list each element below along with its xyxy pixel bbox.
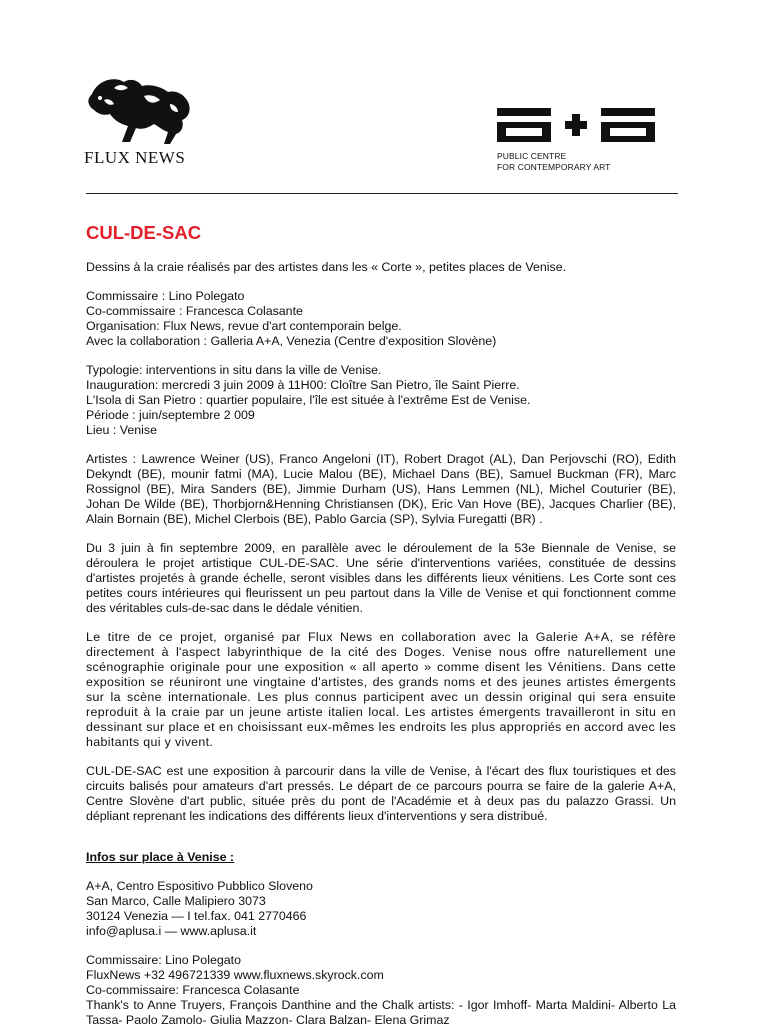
aplusa-a-glyph-right bbox=[601, 108, 655, 142]
address-block bbox=[86, 879, 676, 939]
aplusa-mark bbox=[497, 108, 667, 142]
aplusa-caption-line: PUBLIC CENTRE bbox=[497, 151, 567, 161]
credit-line: Commissaire : Lino Polegato bbox=[86, 289, 245, 303]
aplusa-logo bbox=[497, 108, 667, 173]
aplusa-plus-glyph bbox=[561, 110, 591, 140]
page-header bbox=[0, 0, 768, 200]
page-title: CUL-DE-SAC bbox=[86, 222, 202, 243]
contacts-block bbox=[86, 953, 676, 1028]
artists-paragraph: Artistes : Lawrence Weiner (US), Franco Angeloni (IT), Robert Dragot (AL), Dan Perjovschi (RO), Edith Dekyndt (BE), mounir fatmi (MA), Lucie Malou (BE), Michael Dans (BE), Samuel Buckman (FR), Marc Rossignol (BE), Mira Sanders (BE), Jimmie Durham (US), Hans Lemmen (NL), Michel Couturier (BE), Johan De Wilde (BE), Thorbjorn&Henning Christiansen (DK), Eric Van Hove (BE), Jacques Charlier (BE), Alain Bornain (BE), Michel Clerbois (BE), Pablo Garcia (SP), Sylvia Furegatti (BR) . bbox=[86, 452, 676, 526]
contact-line: Co-commissaire: Francesca Colasante bbox=[86, 983, 300, 997]
credits-block bbox=[86, 289, 676, 349]
flux-news-logo bbox=[84, 74, 200, 168]
credit-line: Organisation: Flux News, revue d'art contemporain belge. bbox=[86, 319, 402, 333]
intro-text: Dessins à la craie réalisés par des artistes dans les « Corte », petites places de Venise. bbox=[86, 260, 567, 274]
address-line: A+A, Centro Espositivo Pubblico Sloveno bbox=[86, 879, 313, 893]
address-line: info@aplusa.i — www.aplusa.it bbox=[86, 924, 257, 938]
flux-news-wordmark: FLUX NEWS bbox=[84, 148, 186, 167]
address-line: 30124 Venezia — I tel.fax. 041 2770466 bbox=[86, 909, 307, 923]
document-body bbox=[86, 222, 676, 1028]
body-paragraph: Le titre de ce projet, organisé par Flux News en collaboration avec la Galerie A+A, se réfère directement à l'aspect labyrinthique de la cité des Doges. Venise nous offre naturellement une scénographie originale pour une exposition « all aperto » comme disent les Vénitiens. Dans cette exposition se réuniront une vingtaine d'artistes, des grands noms et des jeunes artistes émergents sur la scène internationale. Les plus connus participent avec un dessin original qui sera ensuite reproduit à la craie par un jeune artiste italien local. Les artistes émergents travailleront in situ en dessinant sur place et en choisissant eux-mêmes les endroits les plus appropriés en accord avec les habitants qui y vivent. bbox=[86, 630, 676, 749]
credit-line: Avec la collaboration : Galleria A+A, Venezia (Centre d'exposition Slovène) bbox=[86, 334, 497, 348]
contact-line: FluxNews +32 496721339 www.fluxnews.skyrock.com bbox=[86, 968, 384, 982]
infos-heading: Infos sur place à Venise : bbox=[86, 850, 235, 864]
detail-line: Inauguration: mercredi 3 juin 2009 à 11H00: Cloître San Pietro, île Saint Pierre. bbox=[86, 378, 520, 392]
address-line: San Marco, Calle Malipiero 3073 bbox=[86, 894, 266, 908]
body-paragraph: CUL-DE-SAC est une exposition à parcourir dans la ville de Venise, à l'écart des flux touristiques et des circuits balisés pour amateurs d'art pressés. Le départ de ce parcours pourra se faire de la galerie A+A, Centre Slovène d'art public, située près du pont de l'Académie et à deux pas du palazzo Grassi. Un dépliant reprenant les indications des différents lieux d'interventions y sera distribué. bbox=[86, 764, 676, 823]
aplusa-caption-line: FOR CONTEMPORARY ART bbox=[497, 162, 611, 172]
detail-line: L'Isola di San Pietro : quartier populaire, l'île est située à l'extrême Est de Venise. bbox=[86, 393, 531, 407]
detail-line: Typologie: interventions in situ dans la ville de Venise. bbox=[86, 363, 382, 377]
lion-emblem-icon bbox=[84, 74, 196, 146]
credit-line: Co-commissaire : Francesca Colasante bbox=[86, 304, 303, 318]
thanks-line: Thank's to Anne Truyers, François Danthine and the Chalk artists: - Igor Imhoff- Marta Maldini- Alberto La Tassa- Paolo Zamolo- Giulia Mazzon- Clara Balzan- Elena Grimaz bbox=[86, 998, 676, 1027]
details-block bbox=[86, 363, 676, 438]
contact-line: Commissaire: Lino Polegato bbox=[86, 953, 241, 967]
detail-line: Période : juin/septembre 2 009 bbox=[86, 408, 255, 422]
aplusa-caption bbox=[497, 151, 667, 173]
header-divider bbox=[86, 193, 678, 194]
aplusa-a-glyph-left bbox=[497, 108, 551, 142]
detail-line: Lieu : Venise bbox=[86, 423, 157, 437]
body-paragraph: Du 3 juin à fin septembre 2009, en parallèle avec le déroulement de la 53e Biennale de Venise, se déroulera le projet artistique CUL-DE-SAC. Une série d'interventions variées, constituée de dessins d'artistes projetés à grande échelle, seront visibles dans les différents lieux vénitiens. Les Corte sont ces petites cours intérieures qui fleurissent un peu partout dans la Ville de Venise et qui fonctionnent comme des véritables culs-de-sac dans le dédale vénitien. bbox=[86, 541, 676, 615]
